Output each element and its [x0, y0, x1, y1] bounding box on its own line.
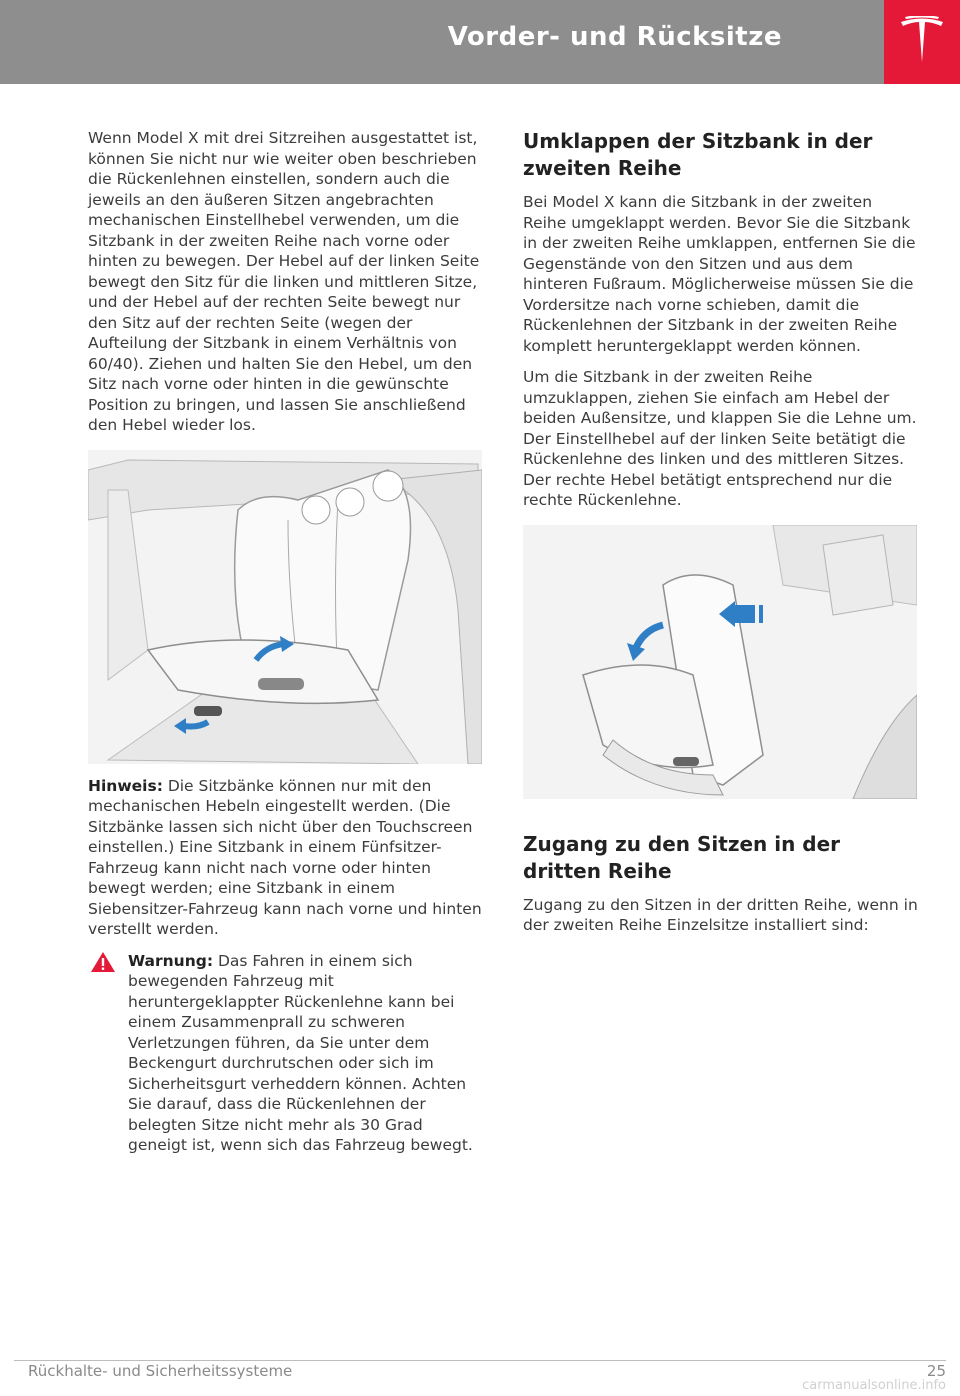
warning-block [88, 951, 482, 1156]
third-row-paragraph: Zugang zu den Sitzen in der dritten Reihe, wenn in der zweiten Reihe Einzelsitze installiert sind: [523, 895, 918, 934]
right-column [523, 128, 919, 947]
brand-logo-box [884, 0, 960, 84]
page-number: 25 [926, 1362, 946, 1380]
warning-text: Das Fahren in einem sich bewegenden Fahrzeug mit heruntergeklappter Rückenlehne kann bei einem Zusammenprall zu schweren Verletzungen führen, da Sie unter dem Beckengurt durchrutschen oder sich im Sicherheitsgurt verheddern können. Achten Sie darauf, dass die Rückenlehnen der belegten Sitze nicht mehr als 30 Grad geneigt ist, wenn sich das Fahrzeug bewegt. [128, 951, 473, 1154]
fold-intro-paragraph: Bei Model X kann die Sitzbank in der zweiten Reihe umgeklappt werden. Bevor Sie die Sitzbank in der zweiten Reihe umklappen, entfernen Sie die Gegenstände von den Sitzen und aus dem hinteren Fußraum. Möglicherweise müssen Sie die Vordersitze nach vorne schieben, damit die Rückenlehnen der Sitzbank in der zweiten Reihe komplett heruntergeklappt werden können. [523, 193, 916, 355]
intro-paragraph: Wenn Model X mit drei Sitzreihen ausgestattet ist, können Sie nicht nur wie weiter oben beschrieben die Rückenlehnen einstellen, sondern auch die jeweils an den äußeren Sitzen angebrachten mechanischen Einstellhebel verwenden, um die Sitzbank in der zweiten Reihe nach vorne oder hinten zu bewegen. Der Hebel auf der linken Seite bewegt den Sitz für die linken und mittleren Sitze, und der Hebel auf der rechten Seite bewegt nur den Sitz auf der rechten Seite (wegen der Aufteilung der Sitzbank in einem Verhältnis von 60/40). Ziehen und halten Sie den Hebel, um den Sitz nach vorne oder hinten in die gewünschte Position zu bringen, und lassen Sie anschließend den Hebel wieder los. [88, 129, 480, 434]
footer-section: Rückhalte- und Sicherheitssysteme [28, 1362, 293, 1380]
seat-slide-illustration [88, 450, 482, 764]
warning-label: Warnung: [128, 951, 214, 970]
left-column [88, 128, 482, 1156]
section-title: Vorder- und Rücksitze [447, 22, 782, 52]
note-label: Hinweis: [88, 776, 163, 795]
warning-triangle-icon [90, 951, 116, 973]
note-paragraph [88, 776, 482, 940]
heading-fold-second-row: Umklappen der Sitzbank in der zweiten Reihe [523, 129, 873, 180]
heading-third-row-access: Zugang zu den Sitzen in der dritten Reihe [523, 831, 841, 883]
tesla-logo-icon [899, 16, 945, 66]
fold-instructions-paragraph: Um die Sitzbank in der zweiten Reihe umzuklappen, ziehen Sie einfach am Hebel der beiden Außensitze, und klappen Sie die Lehne um. Der Einstellhebel auf der linken Seite betätigt die Rückenlehne des linken und des mittleren Sitzes. Der rechte Hebel betätigt entsprechend nur die rechte Rückenlehne. [523, 368, 917, 509]
seat-fold-illustration [523, 525, 917, 799]
footer-divider [14, 1360, 946, 1361]
page-header [0, 0, 884, 84]
note-text: Die Sitzbänke können nur mit den mechanischen Hebeln eingestellt werden. (Die Sitzbänke lassen sich nicht über den Touchscreen einstellen.) Eine Sitzbank in einem Fünfsitzer-Fahrzeug kann nicht nach vorne oder hinten bewegt werden; eine Sitzbank in einem Siebensitzer-Fahrzeug kann nach vorne und hinten verstellt werden. [88, 776, 482, 938]
watermark: carmanualsonline.info [802, 1378, 946, 1393]
